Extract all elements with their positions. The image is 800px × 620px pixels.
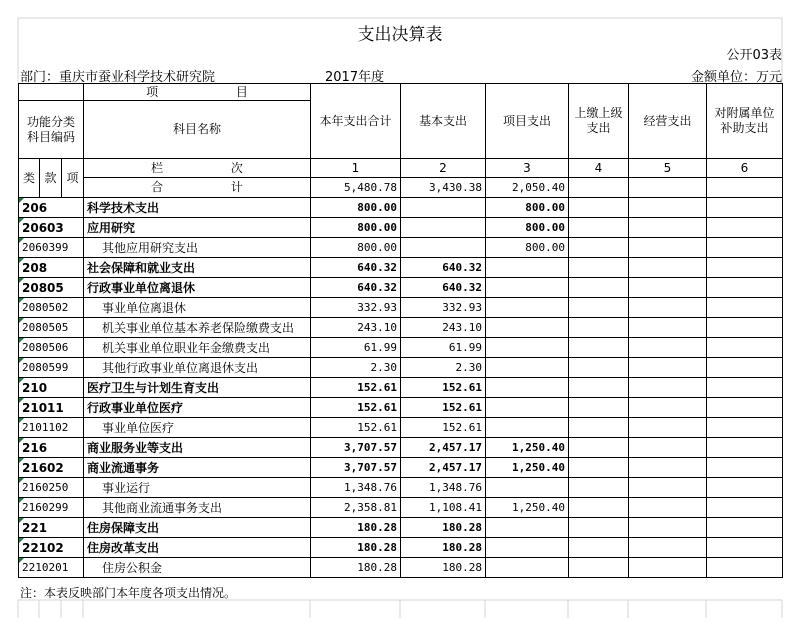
amount-cell: 152.61 [401,378,486,398]
subject-name-header: 科目名称 [84,101,311,159]
amount-cell [707,558,783,578]
subject-name: 行政事业单位离退休 [84,278,311,298]
amount-cell [629,358,707,378]
amount-cell [401,198,486,218]
subject-name: 事业单位医疗 [84,418,311,438]
subject-name: 商业服务业等支出 [84,438,311,458]
amount-cell [629,218,707,238]
total-label-cell [84,178,311,198]
amount-cell [707,218,783,238]
amount-cell: 2,457.17 [401,458,486,478]
amount-cell [629,538,707,558]
amount-cell: 1,250.40 [486,498,569,518]
amount-cell [569,418,629,438]
header-item-left: 项 [146,84,159,99]
amount-cell: 800.00 [311,238,401,258]
amount-cell: 1,348.76 [401,478,486,498]
amount-cell [629,298,707,318]
subject-name: 事业运行 [84,478,311,498]
subject-code: 216 [19,438,84,458]
subject-name: 社会保障和就业支出 [84,258,311,278]
amount-cell: 1,348.76 [311,478,401,498]
amount-cell [629,498,707,518]
total-value-5 [629,178,707,198]
amount-cell [401,238,486,258]
amount-cell: 152.61 [311,398,401,418]
subject-code: 21602 [19,458,84,478]
lan-label: 栏 [151,160,164,175]
subject-name: 医疗卫生与计划生育支出 [84,378,311,398]
amount-cell [707,258,783,278]
amount-cell [569,338,629,358]
amount-cell: 2.30 [401,358,486,378]
amount-cell [486,278,569,298]
report-year: 2017年度 [325,70,385,85]
amount-cell: 3,707.57 [311,438,401,458]
amount-cell: 1,250.40 [486,458,569,478]
subject-code: 20603 [19,218,84,238]
subject-name: 机关事业单位职业年金缴费支出 [84,338,311,358]
kuan-header: 款 [40,159,62,198]
col-header-2: 基本支出 [401,84,486,159]
table-row [19,298,783,318]
amount-cell [569,398,629,418]
subject-name: 其他商业流通事务支出 [84,498,311,518]
subject-name: 其他应用研究支出 [84,238,311,258]
col-number-4: 4 [569,159,629,178]
table-row [19,318,783,338]
subject-name: 科学技术支出 [84,198,311,218]
report-title: 支出决算表 [357,25,443,45]
amount-cell: 61.99 [401,338,486,358]
amount-cell [569,278,629,298]
amount-cell: 152.61 [311,378,401,398]
subject-name: 机关事业单位基本养老保险缴费支出 [84,318,311,338]
amount-cell: 243.10 [401,318,486,338]
amount-cell [569,458,629,478]
amount-cell [707,458,783,478]
amount-cell [629,398,707,418]
subject-name: 住房保障支出 [84,518,311,538]
footnote: 注：本表反映部门本年度各项支出情况。 [20,586,237,600]
amount-cell [486,538,569,558]
table-row [19,238,783,258]
subject-code: 2080505 [19,318,84,338]
subject-code: 2210201 [19,558,84,578]
subject-code: 210 [19,378,84,398]
col-number-3: 3 [486,159,569,178]
amount-cell [707,298,783,318]
amount-cell [629,318,707,338]
subject-name: 行政事业单位医疗 [84,398,311,418]
amount-cell [629,418,707,438]
col-header-5: 经营支出 [629,84,707,159]
amount-cell [629,518,707,538]
amount-cell [486,558,569,578]
amount-cell [629,478,707,498]
subject-name: 住房改革支出 [84,538,311,558]
amount-cell [486,258,569,278]
amount-cell [707,338,783,358]
col-header-1: 本年支出合计 [311,84,401,159]
amount-cell [486,338,569,358]
table-row [19,558,783,578]
amount-cell: 243.10 [311,318,401,338]
header-item-cell [84,84,311,101]
col-header-3: 项目支出 [486,84,569,159]
amount-cell [707,318,783,338]
table-row [19,258,783,278]
subject-code: 2060399 [19,238,84,258]
amount-cell: 800.00 [486,238,569,258]
amount-cell: 800.00 [486,198,569,218]
amount-cell: 2,457.17 [401,438,486,458]
amount-cell [707,358,783,378]
amount-cell [569,518,629,538]
total-value-6 [707,178,783,198]
amount-cell: 640.32 [401,278,486,298]
amount-cell: 332.93 [311,298,401,318]
table-row [19,518,783,538]
amount-cell: 800.00 [311,198,401,218]
subject-code: 2160299 [19,498,84,518]
amount-cell [569,258,629,278]
total-label-left: 合 [151,180,164,194]
col-number-2: 2 [401,159,486,178]
subject-code: 2080506 [19,338,84,358]
subject-code: 22102 [19,538,84,558]
amount-cell [486,318,569,338]
subject-code: 2160250 [19,478,84,498]
table-row [19,338,783,358]
amount-unit: 金额单位：万元 [690,70,782,85]
table-row [19,478,783,498]
amount-cell: 152.61 [401,418,486,438]
subject-name: 事业单位离退休 [84,298,311,318]
form-number: 公开03表 [726,48,782,63]
col-header-6: 对附属单位补助支出 [707,84,783,159]
subject-code: 2080599 [19,358,84,378]
subject-name: 商业流通事务 [84,458,311,478]
table-row [19,398,783,418]
amount-cell [707,238,783,258]
amount-cell: 152.61 [311,418,401,438]
table-row [19,538,783,558]
subject-name: 应用研究 [84,218,311,238]
col-number-6: 6 [707,159,783,178]
amount-cell [486,518,569,538]
expenditure-table [18,83,783,578]
amount-cell: 180.28 [311,518,401,538]
amount-cell [569,238,629,258]
table-row [19,498,783,518]
amount-cell: 2.30 [311,358,401,378]
table-row [19,198,783,218]
amount-cell: 640.32 [311,258,401,278]
table-row [19,418,783,438]
amount-cell [707,498,783,518]
amount-cell: 180.28 [401,538,486,558]
amount-cell [486,378,569,398]
amount-cell [486,418,569,438]
amount-cell [486,358,569,378]
total-label-right: 计 [230,180,243,194]
total-value-3: 2,050.40 [486,178,569,198]
amount-cell [486,298,569,318]
total-value-2: 3,430.38 [401,178,486,198]
total-value-1: 5,480.78 [311,178,401,198]
total-value-4 [569,178,629,198]
subject-code: 21011 [19,398,84,418]
amount-cell [707,538,783,558]
col-number-1: 1 [311,159,401,178]
table-row [19,458,783,478]
table-row [19,438,783,458]
table-row [19,218,783,238]
amount-cell: 1,250.40 [486,438,569,458]
amount-cell [629,378,707,398]
amount-cell [707,378,783,398]
xiang-header: 项 [62,159,84,198]
amount-cell [569,318,629,338]
table-row [19,378,783,398]
amount-cell: 180.28 [401,558,486,578]
amount-cell [707,418,783,438]
header-item-right: 目 [235,84,248,99]
amount-cell [569,358,629,378]
func-code-header: 功能分类 科目编码 [19,101,84,159]
amount-cell [629,258,707,278]
table-row [19,358,783,378]
amount-cell [401,218,486,238]
amount-cell [569,478,629,498]
amount-cell [629,338,707,358]
amount-cell [629,278,707,298]
col-header-4: 上缴上级支出 [569,84,629,159]
amount-cell: 180.28 [311,538,401,558]
amount-cell [707,398,783,418]
subject-code: 20805 [19,278,84,298]
amount-cell: 332.93 [401,298,486,318]
amount-cell [629,198,707,218]
subject-code: 2080502 [19,298,84,318]
header-item-cell-left [19,84,84,101]
amount-cell [569,538,629,558]
subject-code: 208 [19,258,84,278]
amount-cell: 800.00 [311,218,401,238]
amount-cell [486,398,569,418]
amount-cell: 180.28 [311,558,401,578]
amount-cell [707,478,783,498]
amount-cell [629,458,707,478]
amount-cell [569,198,629,218]
amount-cell [569,438,629,458]
ci-label: 次 [230,160,243,175]
amount-cell: 640.32 [311,278,401,298]
subject-code: 206 [19,198,84,218]
amount-cell [569,498,629,518]
amount-cell: 152.61 [401,398,486,418]
amount-cell [629,238,707,258]
subject-code: 2101102 [19,418,84,438]
amount-cell [707,438,783,458]
amount-cell [629,438,707,458]
amount-cell: 1,108.41 [401,498,486,518]
amount-cell: 180.28 [401,518,486,538]
lei-header: 类 [19,159,40,198]
amount-cell [486,478,569,498]
subject-name: 其他行政事业单位离退休支出 [84,358,311,378]
amount-cell: 800.00 [486,218,569,238]
department-label: 部门：重庆市蚕业科学技术研究院 [20,70,216,85]
amount-cell: 640.32 [401,258,486,278]
lan-ci-cell [84,159,311,178]
amount-cell [707,518,783,538]
amount-cell [569,378,629,398]
amount-cell: 2,358.81 [311,498,401,518]
amount-cell [707,278,783,298]
amount-cell: 61.99 [311,338,401,358]
subject-name: 住房公积金 [84,558,311,578]
subject-code: 221 [19,518,84,538]
amount-cell [569,218,629,238]
amount-cell [569,558,629,578]
amount-cell [707,198,783,218]
amount-cell: 3,707.57 [311,458,401,478]
col-number-5: 5 [629,159,707,178]
table-row [19,278,783,298]
amount-cell [629,558,707,578]
amount-cell [569,298,629,318]
